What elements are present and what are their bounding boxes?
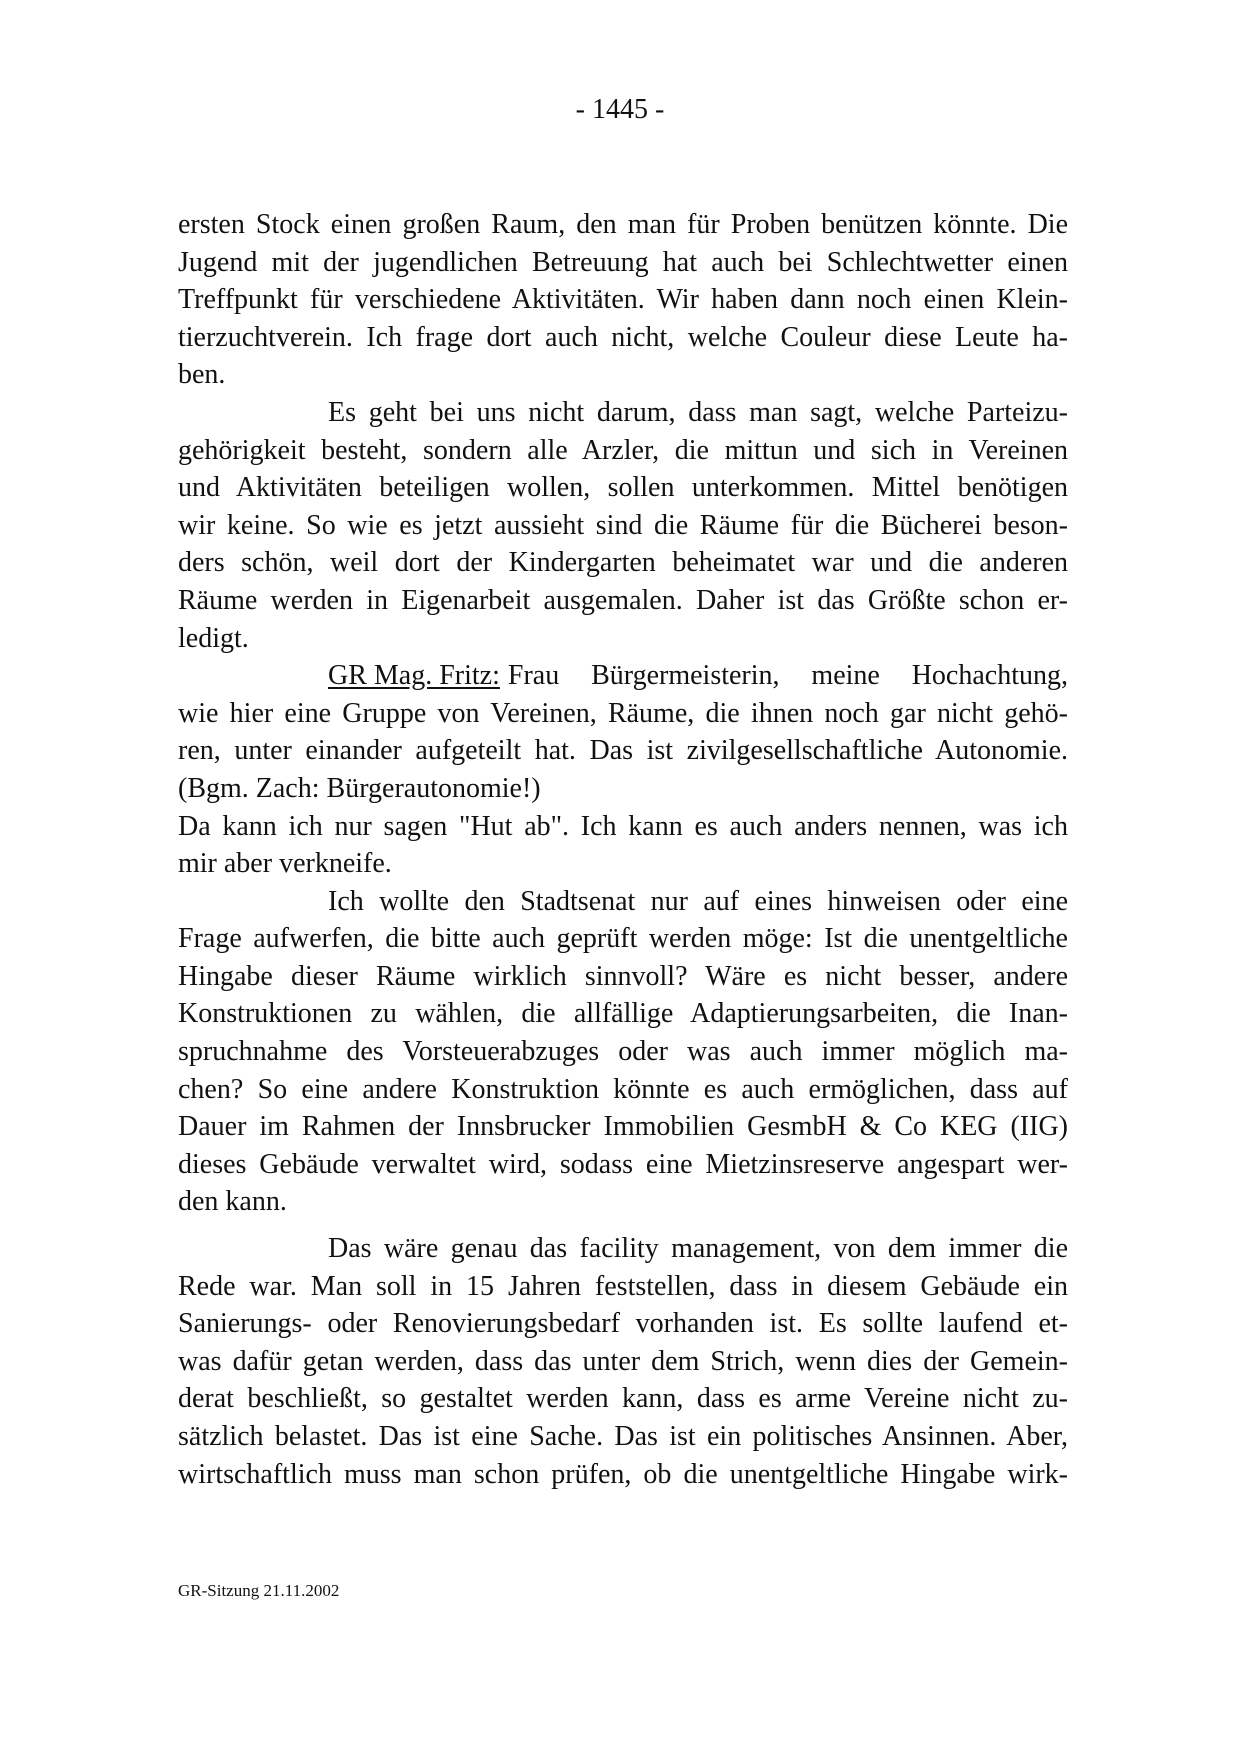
text-line: Konstruktionen zu wählen, die allfällige Adaptierungsarbeiten, die Inan- [178, 998, 1068, 1030]
text-line: Es geht bei uns nicht darum, dass man sagt, welche Parteizu- [328, 396, 1068, 428]
text-line: ren, unter einander aufgeteilt hat. Das ist zivilgesellschaftliche Autonomie. [178, 735, 1068, 767]
text-line: und Aktivitäten beteiligen wollen, sollen unterkommen. Mittel benötigen [178, 472, 1068, 504]
paragraph-gap [178, 1221, 1068, 1230]
text-line: Jugend mit der jugendlichen Betreuung hat auch bei Schlechtwetter einen [178, 246, 1068, 278]
document-body [178, 206, 1068, 1493]
interjection: (Bgm. Zach: Bürgerautonomie!) [178, 772, 541, 804]
text-line: Frage aufwerfen, die bitte auch geprüft werden möge: Ist die unentgeltliche [178, 923, 1068, 955]
speaker-text: Frau Bürgermeisterin, meine Hochachtung, [507, 660, 1068, 692]
text-line: Sanierungs- oder Renovierungsbedarf vorhanden ist. Es sollte laufend et- [178, 1308, 1068, 1340]
speaker-line [178, 657, 1068, 695]
text-line: ben. [178, 359, 226, 391]
page-number: - 1445 - [575, 94, 665, 125]
text-line: den kann. [178, 1186, 287, 1218]
text-line: derat beschließt, so gestaltet werden kann, dass es arme Vereine nicht zu- [178, 1383, 1068, 1415]
text-line: sätzlich belastet. Das ist eine Sache. Das ist ein politisches Ansinnen. Aber, [178, 1421, 1068, 1452]
text-line: wie hier eine Gruppe von Vereinen, Räume, die ihnen noch gar nicht gehö- [178, 697, 1068, 729]
text-line: Dauer im Rahmen der Innsbrucker Immobilien GesmbH & Co KEG (IIG) [178, 1111, 1068, 1143]
text-line: ders schön, weil dort der Kindergarten beheimatet war und die anderen [178, 547, 1068, 579]
text-line: wirtschaftlich muss man schon prüfen, ob die unentgeltliche Hingabe wirk- [178, 1458, 1068, 1490]
text-line: Räume werden in Eigenarbeit ausgemalen. Daher ist das Größte schon er- [178, 584, 1068, 616]
speaker-name: GR Mag. Fritz: [328, 660, 500, 692]
footer-session-date: GR-Sitzung 21.11.2002 [178, 1581, 340, 1600]
text-line: Hingabe dieser Räume wirklich sinnvoll? Wäre es nicht besser, andere [178, 960, 1068, 992]
text-line: wir keine. So wie es jetzt aussieht sind die Räume für die Bücherei beson- [178, 509, 1068, 541]
text-line: Das wäre genau das facility management, von dem immer die [328, 1233, 1068, 1265]
text-line: Treffpunkt für verschiedene Aktivitäten. Wir haben dann noch einen Klein- [178, 284, 1068, 316]
text-line: gehörigkeit besteht, sondern alle Arzler, die mittun und sich in Vereinen [178, 434, 1068, 466]
text-line: Rede war. Man soll in 15 Jahren feststellen, dass in diesem Gebäude ein [178, 1270, 1068, 1302]
text-line: dieses Gebäude verwaltet wird, sodass eine Mietzinsreserve angespart wer- [178, 1148, 1068, 1180]
text-line: chen? So eine andere Konstruktion könnte es auch ermöglichen, dass auf [178, 1073, 1068, 1105]
text-line: Da kann ich nur sagen "Hut ab". Ich kann es auch anders nennen, was ich [178, 810, 1068, 842]
text-line: ersten Stock einen großen Raum, den man für Proben benützen könnte. Die [178, 209, 1068, 240]
text-line: Ich wollte den Stadtsenat nur auf eines hinweisen oder eine [328, 885, 1068, 917]
text-line: spruchnahme des Vorsteuerabzuges oder was auch immer möglich ma- [178, 1036, 1068, 1068]
text-line: ledigt. [178, 622, 249, 654]
text-line: was dafür getan werden, dass das unter dem Strich, wenn dies der Gemein- [178, 1345, 1068, 1377]
text-line: mir aber verkneife. [178, 848, 392, 880]
text-line: tierzuchtverein. Ich frage dort auch nicht, welche Couleur diese Leute ha- [178, 321, 1068, 353]
